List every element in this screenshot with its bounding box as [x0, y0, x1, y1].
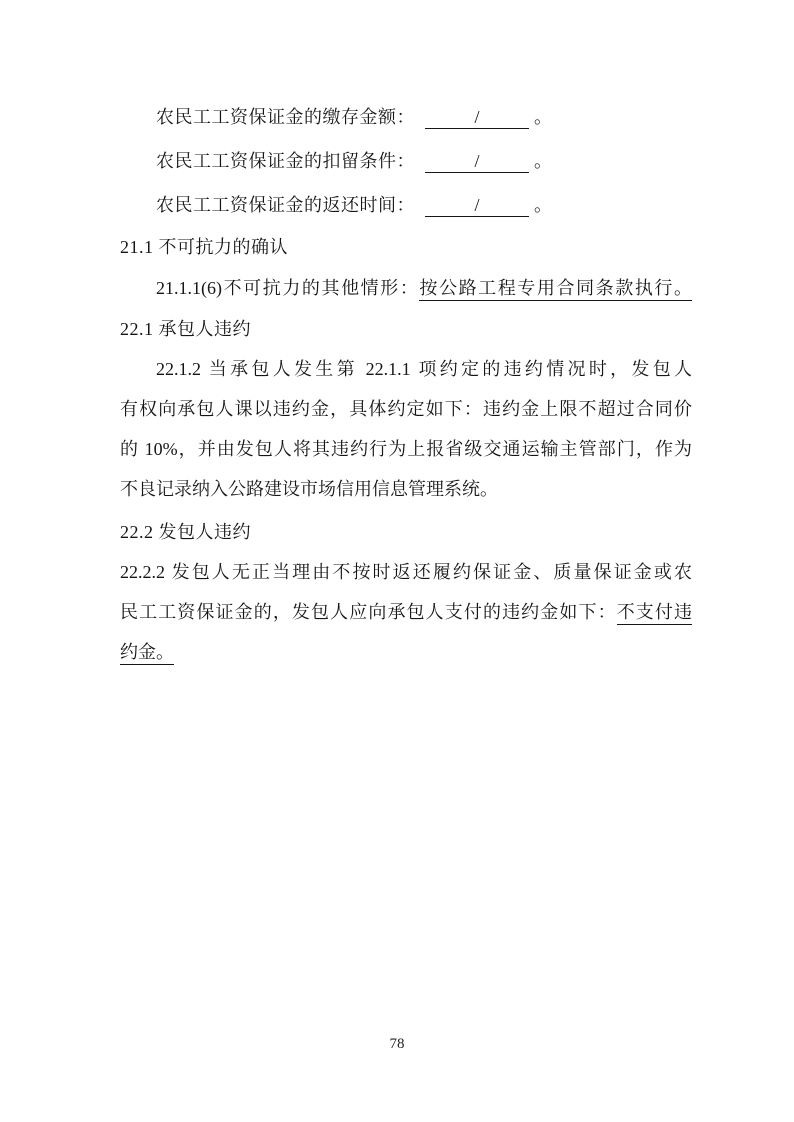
fill-line-label: 农民工工资保证金的缴存金额： [156, 107, 415, 127]
slash-placeholder: / [474, 107, 480, 127]
paragraph-line: 不良记录纳入公路建设市场信用信息管理系统。 [120, 479, 498, 499]
blank-field [425, 106, 529, 129]
page-footer [0, 1034, 794, 1054]
paragraph-line [120, 552, 692, 592]
slash-placeholder: / [474, 151, 480, 171]
fill-line-return-time [120, 183, 692, 227]
clause-22-2-2-paragraph [120, 552, 692, 672]
wage-guarantee-fill-lines [120, 95, 692, 227]
heading-22-1-contractor-breach: 22.1 承包人违约 [120, 319, 251, 339]
clause-22-2-2-text: 民工工资保证金的，发包人应向承包人支付的违约金如下： [120, 602, 617, 622]
fill-line-deposit-amount [120, 95, 692, 139]
clause-22-1-2-paragraph [120, 349, 692, 509]
fill-line-label: 农民工工资保证金的扣留条件： [156, 151, 415, 171]
fill-line-withhold-condition [120, 139, 692, 183]
clause-22-2-2-text: 22.2.2 发包人无正当理由不按时返还履约保证金、质量保证金或农 [120, 562, 692, 582]
heading-21-1-force-majeure: 21.1 不可抗力的确认 [120, 237, 288, 257]
period-mark: 。 [534, 195, 553, 215]
fill-line-label: 农民工工资保证金的返还时间： [156, 195, 415, 215]
page-number: 78 [389, 1036, 405, 1052]
clause-22-2-2-filled-value: 不支付违 [617, 602, 692, 625]
clause-21-1-1-filled-value: 按公路工程专用合同条款执行。 [419, 278, 692, 301]
paragraph-line: 的 10%，并由发包人将其违约行为上报省级交通运输主管部门，作为 [120, 439, 692, 459]
clause-21-1-1-lead: 21.1.1(6)不可抗力的其他情形： [156, 278, 420, 298]
paragraph-line [120, 592, 692, 632]
heading-22-2-employer-breach: 22.2 发包人违约 [120, 522, 251, 542]
paragraph-line: 22.1.2 当承包人发生第 22.1.1 项约定的违约情况时，发包人 [156, 359, 692, 379]
blank-field [425, 150, 529, 173]
blank-field [425, 194, 529, 217]
period-mark: 。 [534, 107, 553, 127]
paragraph-line [120, 632, 692, 672]
slash-placeholder: / [474, 195, 480, 215]
clause-21-1-1-other-circumstances [120, 267, 692, 309]
clause-22-2-2-filled-value: 约金。 [120, 642, 174, 665]
paragraph-line: 有权向承包人课以违约金，具体约定如下：违约金上限不超过合同价 [120, 399, 692, 419]
period-mark: 。 [534, 151, 553, 171]
